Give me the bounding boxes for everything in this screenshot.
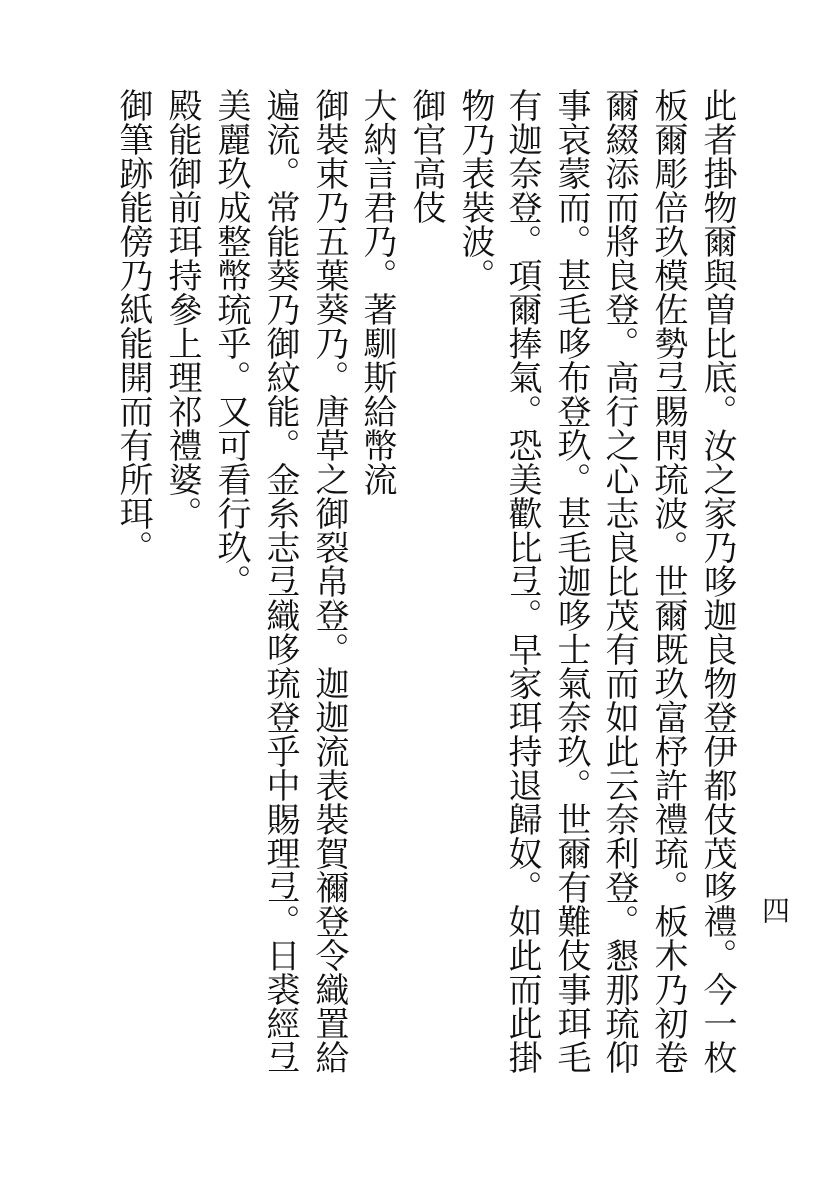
text-column-5: 有迦奈登。項爾捧氣。恐美歡比弖。早家珥持退歸奴。如此而此掛 (502, 88, 542, 1074)
text-column-1: 此者掛物爾與曽比底。汝之家乃哆迦良物登伊都伎茂哆禮。今一枚 (697, 88, 737, 1074)
text-column-6: 物乃表裝波。 (455, 88, 495, 292)
text-column-3: 爾綴添而將良登。高行之心志良比茂有而如此云奈利登。懇那琉仰 (599, 88, 639, 1074)
text-column-12: 殿能御前珥持參上理祁禮婆。 (162, 88, 202, 530)
text-column-7: 御官高伎 (406, 88, 446, 224)
page-number: 四 (758, 896, 791, 924)
text-column-8: 大納言君乃。著馴斯給幣流 (357, 88, 397, 496)
text-column-4: 事哀蒙而。甚毛哆布登玖。甚毛迦哆士氣奈玖。世爾有難伎事珥毛 (551, 88, 591, 1074)
text-column-9: 御裝束乃五葉葵乃。唐草之御裂帛登。迦迦流表裝賀禰登令織置給 (309, 88, 349, 1074)
text-column-10: 遍流。常能葵乃御紋能。金糸志弖織哆琉登乎中賜理弖。日裘經弖 (260, 88, 300, 1074)
text-column-13: 御筆跡能傍乃紙能開而有所珥。 (113, 88, 153, 564)
text-column-2: 板爾彫倍玖模佐勢弖賜閇琉波。世爾既玖富杼許禮琉。板木乃初卷 (648, 88, 688, 1074)
text-column-11: 美麗玖成整幣琉乎。又可看行玖。 (211, 88, 251, 598)
